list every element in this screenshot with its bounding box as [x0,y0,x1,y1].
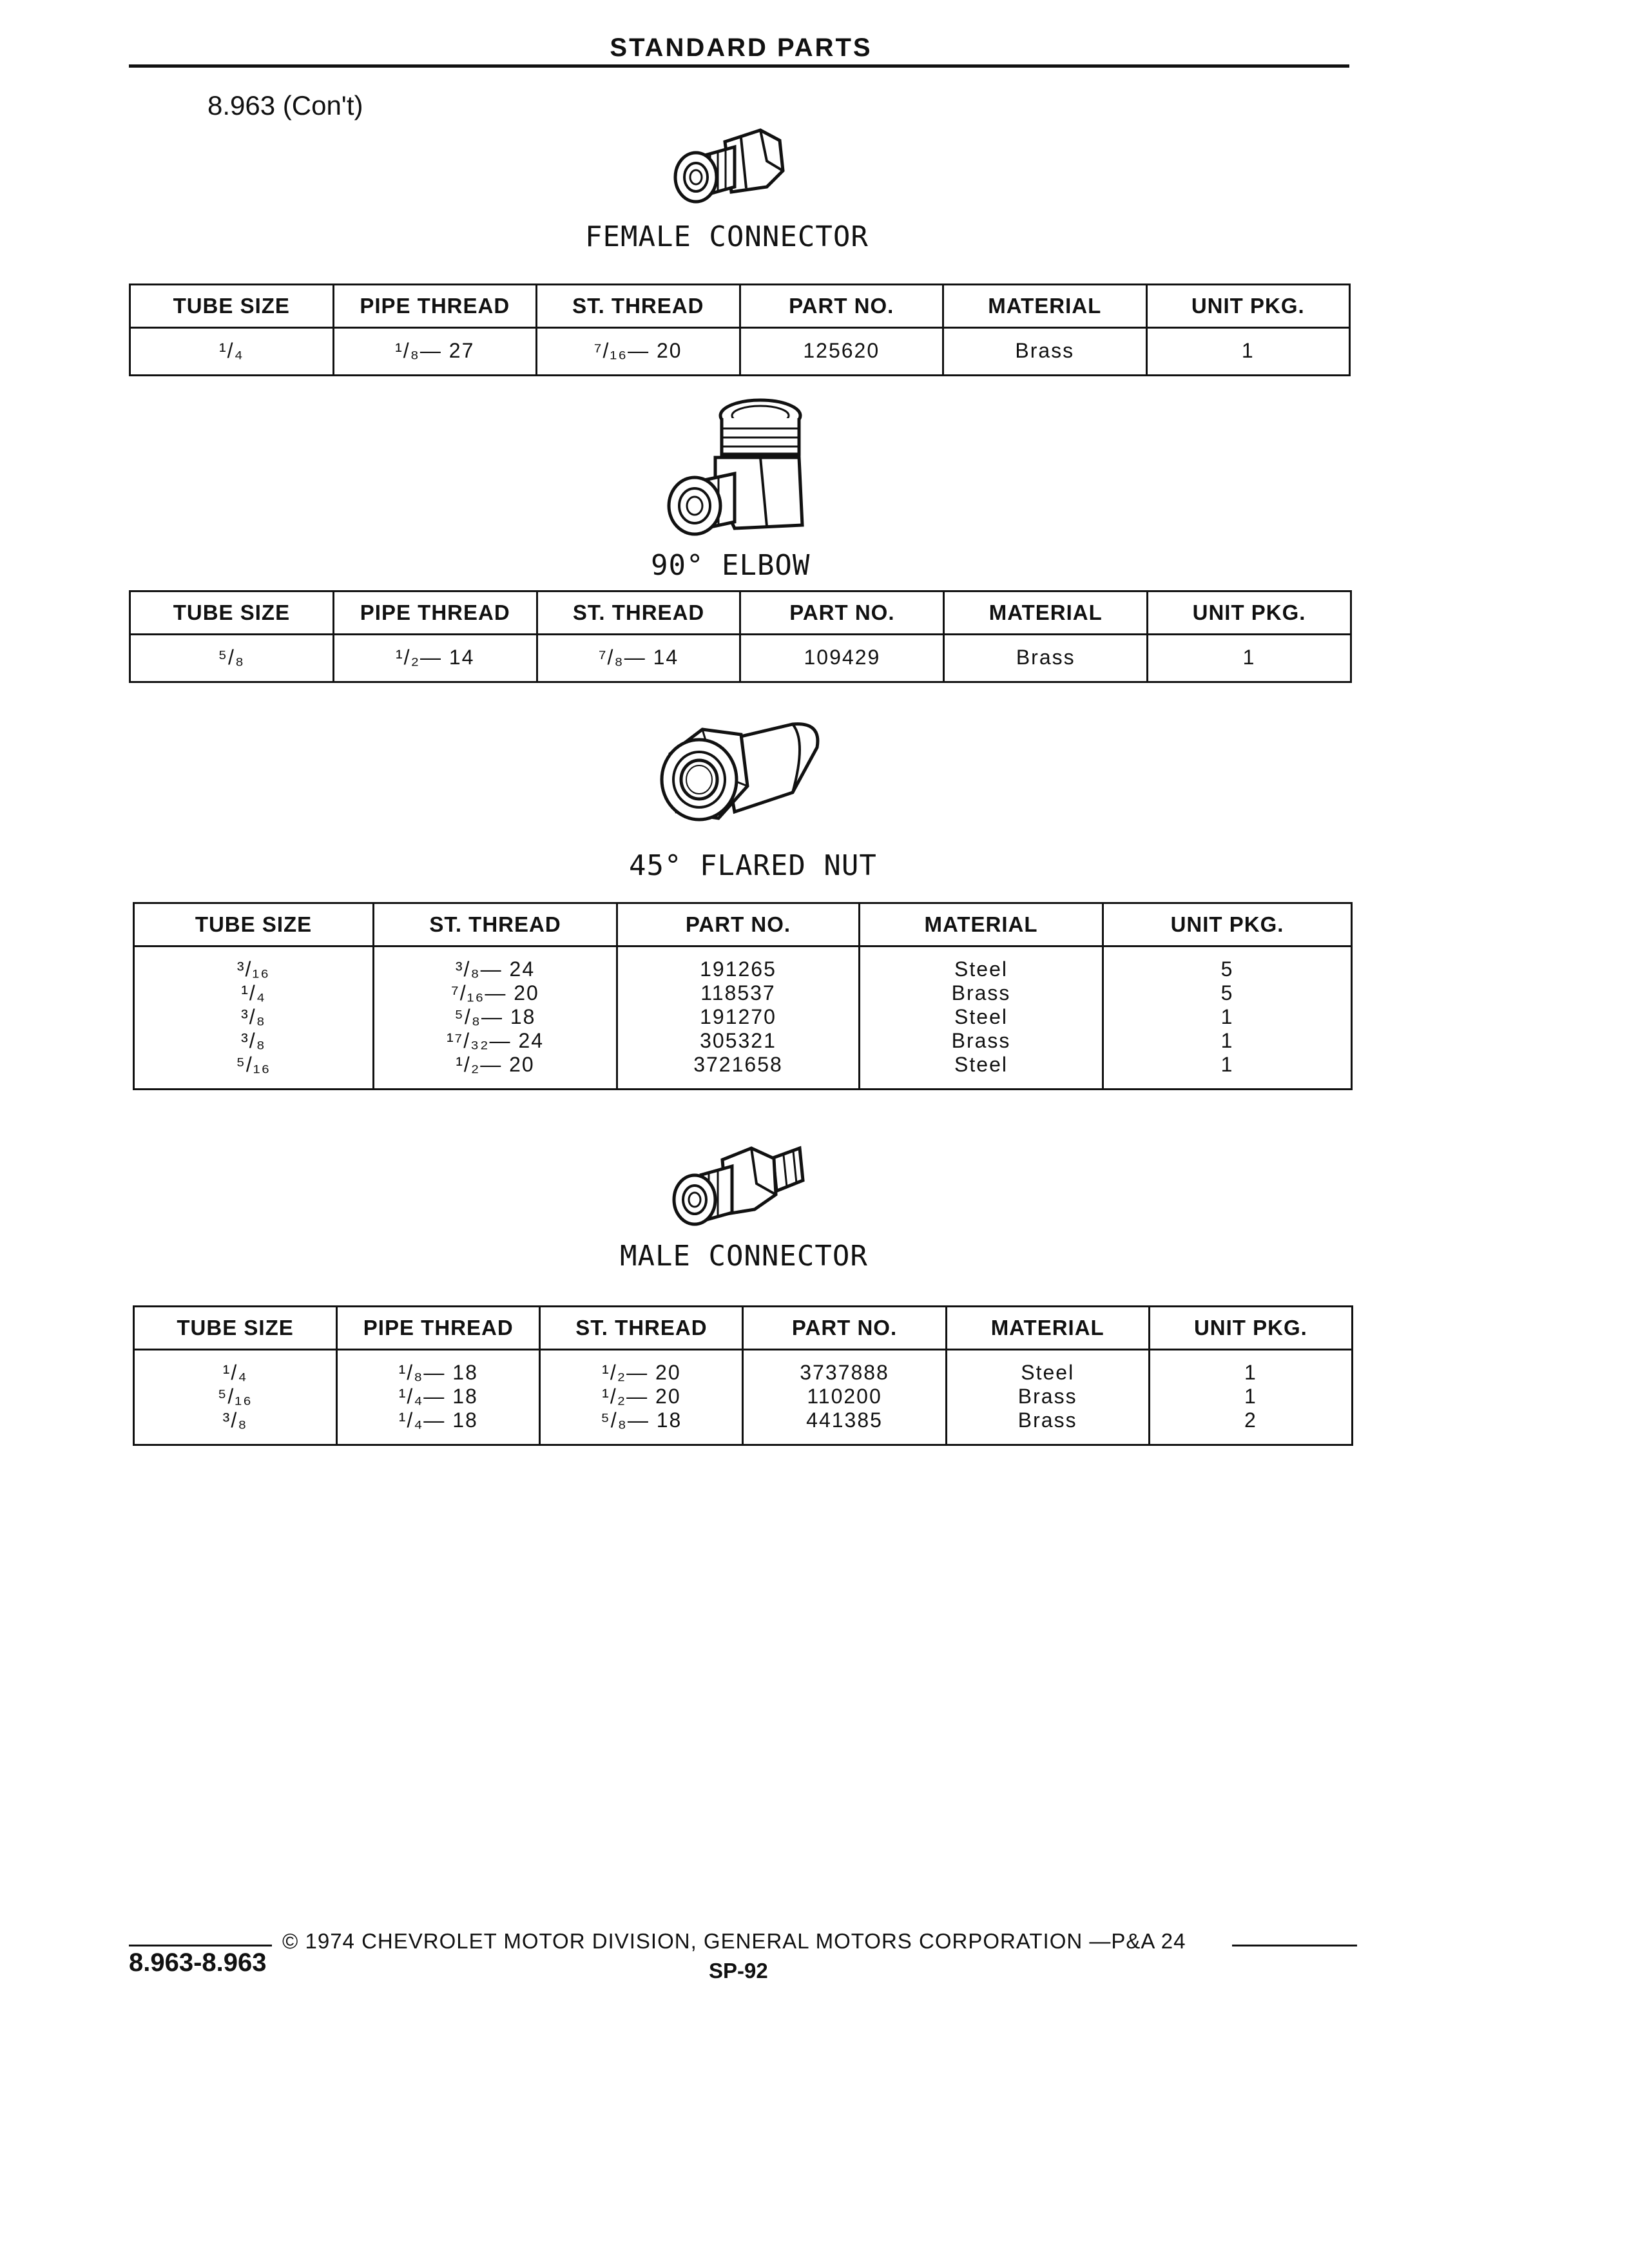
table-header-row [134,903,1352,947]
table-cell-tube-size [134,947,374,1090]
cell-line: 1 [1244,1361,1257,1384]
table-cell-tube-size: ¹/₄ [130,328,334,376]
female-connector-illustration [664,116,805,213]
cell-line: ¹/₂— 20 [602,1385,681,1408]
cell-line: ⁵/₈— 18 [454,1005,536,1028]
column-header: TUBE SIZE [134,1307,337,1350]
cell-line: ⁵/₁₆ [218,1385,253,1408]
cell-line: ¹/₂— 20 [456,1053,535,1076]
elbow-90-table [129,590,1352,683]
table-row [134,947,1352,1090]
cell-line: 3737888 [800,1361,889,1384]
cell-line: ¹⁷/₃₂— 24 [446,1029,545,1052]
cell-line: ¹/₄ [222,1361,248,1384]
column-header: MATERIAL [946,1307,1149,1350]
cell-line: ³/₁₆ [236,957,271,981]
cell-line: ⁵/₈— 18 [601,1408,682,1432]
column-header: PART NO. [743,1307,946,1350]
cell-line: 118537 [700,981,776,1004]
column-header: UNIT PKG. [1146,285,1350,328]
elbow-90-illustration [664,390,805,544]
table-cell-unit-pkg [1103,947,1352,1090]
male-connector-illustration [668,1142,809,1232]
table-cell-st-thread: ⁷/₁₆— 20 [537,328,740,376]
table-cell-pipe-thread: ¹/₈— 27 [333,328,537,376]
table-cell-st-thread [374,947,617,1090]
cell-line: ¹/₄— 18 [398,1385,478,1408]
table-cell-part-no [743,1350,946,1445]
cell-line: ¹/₄ [241,981,266,1004]
column-header: PIPE THREAD [333,285,537,328]
table-row [134,1350,1353,1445]
flared-nut-illustration [644,715,831,838]
table-row [130,328,1350,376]
cell-line: ¹/₂— 20 [602,1361,681,1384]
column-header: PART NO. [740,285,943,328]
cell-line: ¹/₄— 18 [398,1408,478,1432]
cell-line: Brass [951,981,1011,1004]
footer-section-range: 8.963-8.963 [129,1948,267,1977]
cell-line: Steel [954,957,1008,981]
flared-nut-table [133,902,1353,1090]
cell-line: 110200 [807,1385,882,1408]
cell-line: ⁵/₁₆ [236,1053,271,1076]
table-cell-st-thread: ⁷/₈— 14 [537,635,740,682]
cell-line: ³/₈ [241,1005,266,1028]
cell-line: 1 [1244,1385,1257,1408]
table-cell-part-no [617,947,860,1090]
table-row [130,635,1351,682]
cell-line: ³/₈ [241,1029,266,1052]
cell-line: 441385 [806,1408,883,1432]
flared-nut-caption: 45° FLARED NUT [629,849,877,882]
column-header: MATERIAL [860,903,1103,947]
cell-line: 5 [1220,981,1234,1004]
table-cell-material: Brass [944,635,1148,682]
column-header: MATERIAL [943,285,1147,328]
table-cell-unit-pkg: 1 [1148,635,1351,682]
cell-line: 3721658 [693,1053,783,1076]
cell-line: Brass [1017,1385,1077,1408]
table-header-row [130,285,1350,328]
column-header: PIPE THREAD [333,591,537,635]
footer-copyright: © 1974 CHEVROLET MOTOR DIVISION, GENERAL MOTORS CORPORATION —P&A 24 [282,1929,1186,1953]
column-header: UNIT PKG. [1148,591,1351,635]
header-rule [129,64,1349,68]
column-header: MATERIAL [944,591,1148,635]
cell-line: 191270 [700,1005,776,1028]
male-connector-table [133,1305,1353,1446]
cell-line: 1 [1220,1053,1234,1076]
column-header: ST. THREAD [537,591,740,635]
table-header-row [134,1307,1353,1350]
cell-line: ¹/₈— 18 [398,1361,478,1384]
cell-line: 305321 [700,1029,776,1052]
column-header: TUBE SIZE [130,285,334,328]
table-cell-material: Brass [943,328,1147,376]
female-connector-table [129,284,1351,376]
table-cell-unit-pkg [1149,1350,1352,1445]
table-header-row [130,591,1351,635]
column-header: PART NO. [740,591,944,635]
column-header: ST. THREAD [374,903,617,947]
cell-line: Steel [954,1005,1008,1028]
column-header: UNIT PKG. [1103,903,1352,947]
column-header: TUBE SIZE [130,591,334,635]
cell-line: 191265 [700,957,776,981]
cell-line: 2 [1244,1408,1257,1432]
cell-line: 1 [1220,1005,1234,1028]
elbow-90-caption: 90° ELBOW [651,549,811,582]
cell-line: Steel [954,1053,1008,1076]
female-connector-caption: FEMALE CONNECTOR [585,220,869,253]
cell-line: Brass [951,1029,1011,1052]
column-header: ST. THREAD [540,1307,743,1350]
column-header: ST. THREAD [537,285,740,328]
column-header: TUBE SIZE [134,903,374,947]
cell-line: 1 [1220,1029,1234,1052]
footer-rule-left [129,1945,272,1946]
table-cell-tube-size [134,1350,337,1445]
cell-line: 5 [1220,957,1234,981]
table-cell-part-no: 125620 [740,328,943,376]
table-cell-pipe-thread [337,1350,540,1445]
column-header: UNIT PKG. [1149,1307,1352,1350]
section-reference: 8.963 (Con't) [207,90,363,120]
footer-rule-right [1232,1945,1357,1946]
table-cell-material [860,947,1103,1090]
male-connector-caption: MALE CONNECTOR [620,1240,868,1273]
table-cell-st-thread [540,1350,743,1445]
cell-line: ³/₈— 24 [455,957,535,981]
table-cell-tube-size: ⁵/₈ [130,635,334,682]
table-cell-pipe-thread: ¹/₂— 14 [333,635,537,682]
cell-line: Steel [1021,1361,1075,1384]
page-header-title: STANDARD PARTS [610,34,872,62]
footer-page-number: SP-92 [709,1959,768,1983]
table-cell-material [946,1350,1149,1445]
cell-line: ⁷/₁₆— 20 [451,981,539,1004]
table-cell-part-no: 109429 [740,635,944,682]
table-cell-unit-pkg: 1 [1146,328,1350,376]
column-header: PIPE THREAD [337,1307,540,1350]
column-header: PART NO. [617,903,860,947]
cell-line: Brass [1017,1408,1077,1432]
cell-line: ³/₈ [222,1408,248,1432]
